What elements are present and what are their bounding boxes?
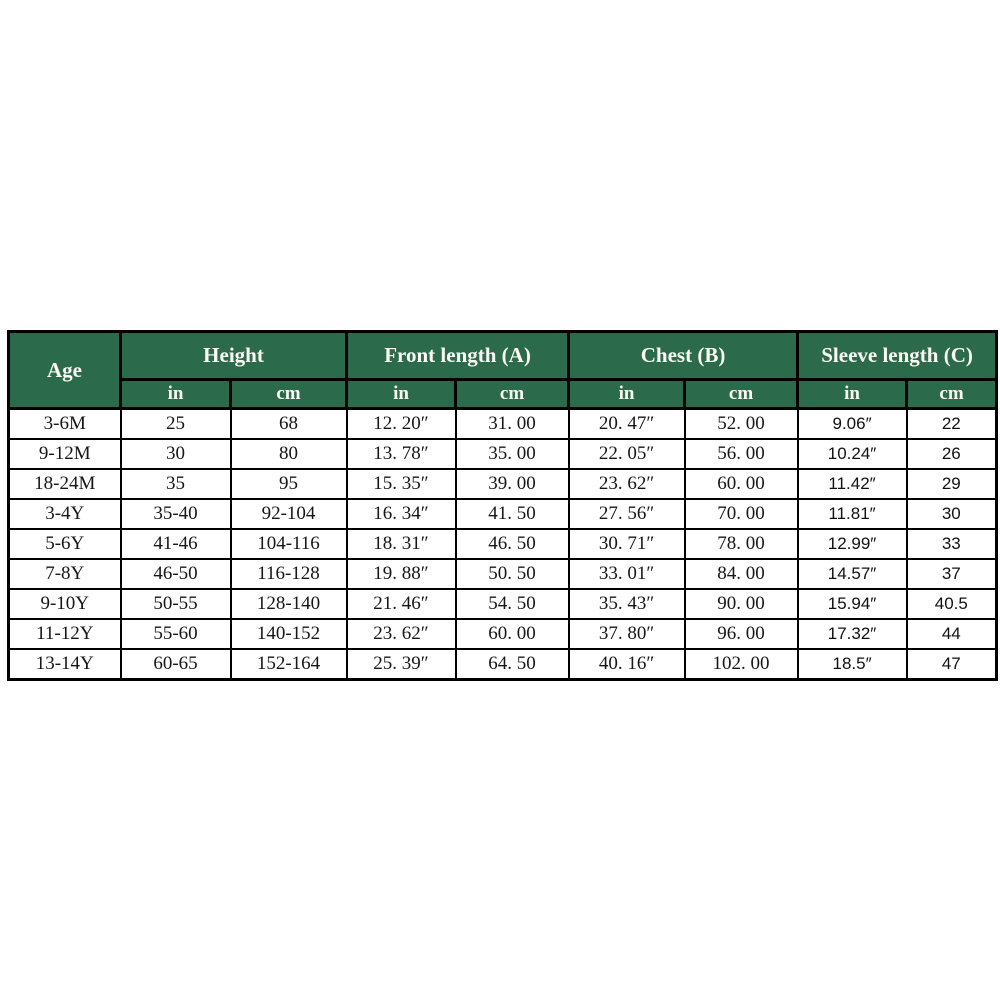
column-header-age: Age — [9, 332, 121, 409]
cell-height-in: 55-60 — [121, 619, 231, 649]
unit-header-chest-in: in — [569, 380, 685, 409]
cell-height-cm: 95 — [231, 469, 347, 499]
cell-front-cm: 60. 00 — [456, 619, 569, 649]
cell-chest-in: 20. 47″ — [569, 409, 685, 440]
cell-chest-cm: 56. 00 — [685, 439, 798, 469]
cell-chest-in: 37. 80″ — [569, 619, 685, 649]
cell-height-cm: 128-140 — [231, 589, 347, 619]
cell-age: 9-12M — [9, 439, 121, 469]
header-group-row — [9, 332, 997, 380]
table-row — [9, 529, 997, 559]
cell-chest-in: 27. 56″ — [569, 499, 685, 529]
cell-sleeve-in: 11.42″ — [798, 469, 907, 499]
cell-chest-cm: 96. 00 — [685, 619, 798, 649]
cell-height-cm: 92-104 — [231, 499, 347, 529]
table-row — [9, 499, 997, 529]
cell-front-cm: 46. 50 — [456, 529, 569, 559]
cell-chest-cm: 84. 00 — [685, 559, 798, 589]
cell-chest-cm: 60. 00 — [685, 469, 798, 499]
cell-front-cm: 39. 00 — [456, 469, 569, 499]
cell-chest-in: 23. 62″ — [569, 469, 685, 499]
cell-sleeve-cm: 30 — [907, 499, 997, 529]
column-header-front-length: Front length (A) — [347, 332, 569, 380]
cell-front-cm: 54. 50 — [456, 589, 569, 619]
cell-chest-in: 30. 71″ — [569, 529, 685, 559]
table-row — [9, 469, 997, 499]
cell-sleeve-in: 11.81″ — [798, 499, 907, 529]
cell-height-in: 41-46 — [121, 529, 231, 559]
cell-height-cm: 152-164 — [231, 649, 347, 680]
table-row — [9, 409, 997, 440]
cell-height-in: 46-50 — [121, 559, 231, 589]
cell-age: 7-8Y — [9, 559, 121, 589]
table-row — [9, 559, 997, 589]
cell-sleeve-in: 18.5″ — [798, 649, 907, 680]
cell-sleeve-cm: 47 — [907, 649, 997, 680]
unit-header-height-in: in — [121, 380, 231, 409]
cell-age: 9-10Y — [9, 589, 121, 619]
cell-sleeve-cm: 33 — [907, 529, 997, 559]
cell-height-in: 35 — [121, 469, 231, 499]
cell-chest-cm: 90. 00 — [685, 589, 798, 619]
cell-front-in: 15. 35″ — [347, 469, 456, 499]
table-row — [9, 619, 997, 649]
cell-front-in: 23. 62″ — [347, 619, 456, 649]
cell-chest-in: 22. 05″ — [569, 439, 685, 469]
cell-front-in: 21. 46″ — [347, 589, 456, 619]
cell-height-cm: 80 — [231, 439, 347, 469]
cell-front-in: 25. 39″ — [347, 649, 456, 680]
cell-sleeve-in: 9.06″ — [798, 409, 907, 440]
cell-height-cm: 116-128 — [231, 559, 347, 589]
cell-sleeve-cm: 29 — [907, 469, 997, 499]
cell-chest-cm: 78. 00 — [685, 529, 798, 559]
table-row — [9, 589, 997, 619]
cell-chest-in: 40. 16″ — [569, 649, 685, 680]
cell-sleeve-cm: 37 — [907, 559, 997, 589]
unit-header-front-in: in — [347, 380, 456, 409]
cell-front-in: 13. 78″ — [347, 439, 456, 469]
cell-front-cm: 41. 50 — [456, 499, 569, 529]
cell-age: 3-4Y — [9, 499, 121, 529]
cell-sleeve-cm: 22 — [907, 409, 997, 440]
column-header-chest: Chest (B) — [569, 332, 798, 380]
cell-age: 13-14Y — [9, 649, 121, 680]
cell-height-cm: 68 — [231, 409, 347, 440]
cell-sleeve-cm: 40.5 — [907, 589, 997, 619]
header-unit-row — [9, 380, 997, 409]
unit-header-front-cm: cm — [456, 380, 569, 409]
cell-age: 5-6Y — [9, 529, 121, 559]
cell-sleeve-in: 14.57″ — [798, 559, 907, 589]
cell-age: 11-12Y — [9, 619, 121, 649]
cell-chest-in: 35. 43″ — [569, 589, 685, 619]
cell-sleeve-in: 10.24″ — [798, 439, 907, 469]
cell-front-in: 16. 34″ — [347, 499, 456, 529]
cell-front-in: 18. 31″ — [347, 529, 456, 559]
cell-front-cm: 31. 00 — [456, 409, 569, 440]
size-chart-table — [7, 330, 998, 681]
cell-height-in: 35-40 — [121, 499, 231, 529]
cell-age: 18-24M — [9, 469, 121, 499]
cell-age: 3-6M — [9, 409, 121, 440]
cell-height-in: 50-55 — [121, 589, 231, 619]
cell-chest-cm: 102. 00 — [685, 649, 798, 680]
column-header-height: Height — [121, 332, 347, 380]
table-row — [9, 649, 997, 680]
cell-chest-in: 33. 01″ — [569, 559, 685, 589]
unit-header-height-cm: cm — [231, 380, 347, 409]
cell-front-in: 12. 20″ — [347, 409, 456, 440]
cell-sleeve-cm: 26 — [907, 439, 997, 469]
cell-sleeve-in: 17.32″ — [798, 619, 907, 649]
cell-chest-cm: 52. 00 — [685, 409, 798, 440]
cell-height-cm: 140-152 — [231, 619, 347, 649]
cell-height-in: 25 — [121, 409, 231, 440]
cell-sleeve-in: 15.94″ — [798, 589, 907, 619]
column-header-sleeve-length: Sleeve length (C) — [798, 332, 997, 380]
unit-header-chest-cm: cm — [685, 380, 798, 409]
cell-sleeve-cm: 44 — [907, 619, 997, 649]
cell-front-cm: 50. 50 — [456, 559, 569, 589]
cell-front-cm: 64. 50 — [456, 649, 569, 680]
cell-height-in: 30 — [121, 439, 231, 469]
table-row — [9, 439, 997, 469]
unit-header-sleeve-in: in — [798, 380, 907, 409]
cell-sleeve-in: 12.99″ — [798, 529, 907, 559]
cell-height-in: 60-65 — [121, 649, 231, 680]
unit-header-sleeve-cm: cm — [907, 380, 997, 409]
cell-height-cm: 104-116 — [231, 529, 347, 559]
cell-chest-cm: 70. 00 — [685, 499, 798, 529]
cell-front-in: 19. 88″ — [347, 559, 456, 589]
cell-front-cm: 35. 00 — [456, 439, 569, 469]
